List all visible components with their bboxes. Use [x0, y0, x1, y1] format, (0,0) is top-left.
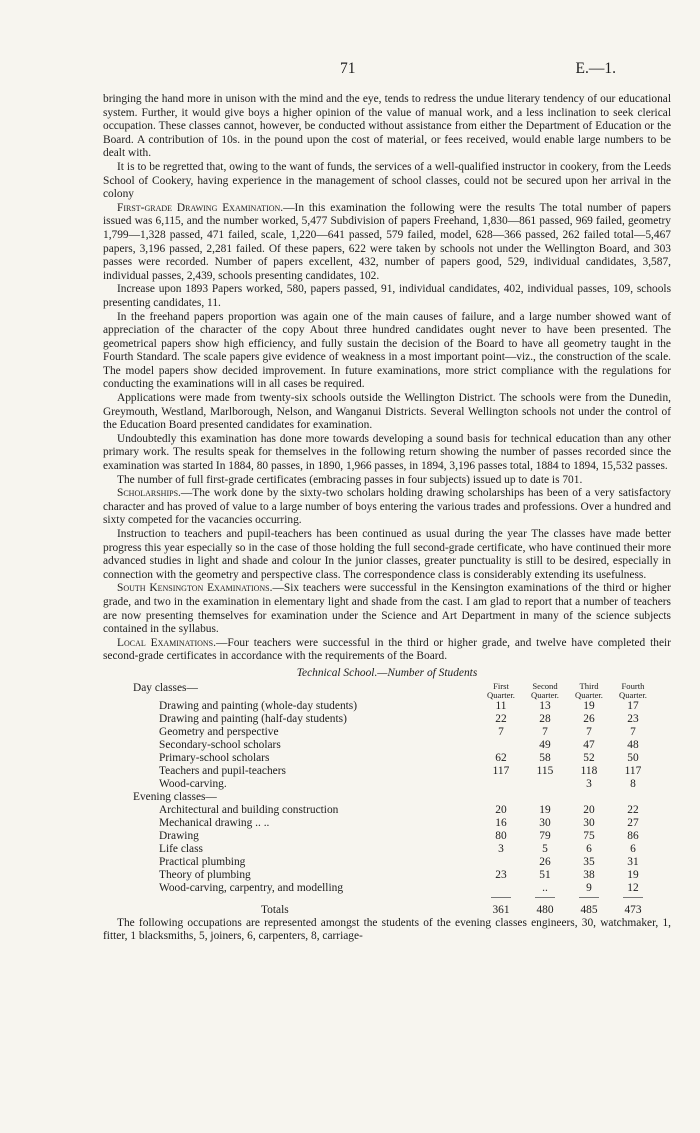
table-cell: 22 — [627, 803, 639, 816]
table-cell: 117 — [624, 764, 642, 777]
column-header: Second Quarter. — [531, 680, 559, 700]
table-row — [133, 778, 655, 791]
table-row — [133, 713, 655, 726]
table-cell: 16 — [495, 816, 507, 829]
table-cell — [523, 778, 567, 791]
table-cell: 5 — [542, 842, 548, 855]
table-cell: 75 — [583, 829, 595, 842]
paragraph-text: —Six teachers were successful in the Kensington examinations of the third or higher grade, and two in the examination in elementary light and shade from the cast. I am glad to report that a number of teachers are now presenting themselves for examination under the Science and Art Department in many of the science subjects contained in the syllabus. — [103, 582, 671, 636]
row-label: Practical plumbing — [159, 855, 246, 868]
table-cell: 117 — [492, 764, 510, 777]
paragraph — [103, 637, 671, 664]
table-row — [133, 752, 655, 765]
row-label: Mechanical drawing .. .. — [159, 816, 270, 829]
table-cell — [479, 882, 523, 895]
section-heading: First-grade Drawing Examination. — [117, 201, 284, 214]
table-cell: 48 — [627, 738, 639, 751]
total-cell: 473 — [624, 903, 642, 916]
table-cell: 50 — [627, 751, 639, 764]
row-label: Drawing — [159, 829, 199, 842]
table-row — [133, 739, 655, 752]
table-cell: 52 — [583, 751, 595, 764]
table-cell: 23 — [627, 712, 639, 725]
table-cell: 49 — [539, 738, 551, 751]
row-label: Wood-carving, carpentry, and modelling — [159, 881, 344, 894]
table-cell: 20 — [583, 803, 595, 816]
table-cell: 6 — [586, 842, 592, 855]
table-cell: 35 — [583, 855, 595, 868]
table-cell: 7 — [586, 725, 592, 738]
table-row — [133, 882, 655, 895]
table-cell — [479, 856, 523, 869]
table-cell: 79 — [539, 829, 551, 842]
table-cell: 47 — [583, 738, 595, 751]
table-cell: 7 — [498, 725, 504, 738]
page-number: 71 — [340, 60, 356, 77]
body-text — [103, 93, 671, 944]
table-cell: 51 — [539, 868, 551, 881]
table-row — [133, 856, 655, 869]
table-cell: 30 — [583, 816, 595, 829]
column-header: Fourth Quarter. — [619, 680, 647, 700]
table-cell: 12 — [627, 881, 639, 894]
row-label: Life class — [159, 842, 203, 855]
report-code: E.—1. — [575, 60, 616, 77]
table-cell: 3 — [586, 777, 592, 790]
paragraph: Instruction to teachers and pupil-teachers has been continued as usual during the year The classes have made better progress this year especially so in the case of those holding the full second-grade certificate, who have continued their more advanced studies in light and shade and colour In the junior classes, greater punctuality is still to be desired, especially in connection with the geometry and perspective class. The correspondence class is considerably extending its usefulness. — [103, 528, 671, 581]
section-heading: Scholarships. — [117, 487, 181, 500]
row-label: Wood-carving. — [159, 777, 227, 790]
table-cell: 26 — [539, 855, 551, 868]
paragraph: Applications were made from twenty-six schools outside the Wellington District. The schools were from the Dunedin, Greymouth, Westland, Marlborough, Nelson, and Wanganui Districts. Several Wellington schools not under the control of the Education Board presented candidates for examination. — [103, 392, 671, 432]
table-row — [133, 817, 655, 830]
paragraph: Undoubtedly this examination has done more towards developing a sound basis for technical education than any other primary work. The results speak for themselves in the following return showing the number of passes recorded since the examination was started In 1884, 80 passes, in 1890, 1,966 passes, in 1894, 3,196 passes total, 1884 to 1894, 15,532 passes. — [103, 432, 671, 473]
paragraph-text: —In this examination the following were the results The total number of papers issued was 6,115, and the number worked, 5,477 Subdivision of papers Freehand, 1,830—861 passed, 969 failed, geometry 1,799—1,328 passed, 471 failed, scale, 1,220—641 passed, 579 failed, model, 628—366 passed, 262 failed total—5,467 papers, 3,196 passed, 2,281 failed. Of these papers, 622 were taken by schools not under the Wellington Board, and 303 passes were recorded. Number of papers excellent, 432, number of papers good, 529, individual candidates, 3,587, individual passes, 2,439, schools presenting candidates, 102. — [103, 201, 671, 282]
table-cell: 7 — [630, 725, 636, 738]
column-header: Third Quarter. — [575, 680, 603, 700]
table-cell: 19 — [627, 868, 639, 881]
table-cell: 80 — [495, 829, 507, 842]
table-cell: 17 — [627, 699, 639, 712]
paragraph-text: —Four teachers were successful in the third or higher grade, and twelve have completed their second-grade certificates in accordance with the requirements of the Board. — [103, 636, 671, 663]
table-cell — [479, 778, 523, 791]
paragraph: Increase upon 1893 Papers worked, 580, papers passed, 91, individual candidates, 402, individual passes, 109, schools presenting candidates, 11. — [103, 283, 671, 309]
table-cell: 28 — [539, 712, 551, 725]
paragraph: bringing the hand more in unison with the mind and the eye, tends to redress the undue literary tendency of our educational system. Further, it would give boys a higher opinion of the value of manual work, and a less inclination to seek clerical occupation. These classes cannot, however, be conducted without assistance from either the Department of Education or the Board. A contribution of 10s. in the pound upon the cost of material, or fees received, would enable large numbers to be dealt with. — [103, 93, 671, 160]
students-table — [133, 682, 655, 917]
table-cell: .. — [542, 881, 548, 894]
evening-rows — [133, 804, 655, 895]
row-label: Primary-school scholars — [159, 751, 270, 764]
table-cell: 58 — [539, 751, 551, 764]
row-label: Drawing and painting (whole-day students) — [159, 699, 358, 712]
table-cell: 31 — [627, 855, 639, 868]
paragraph: The following occupations are represented amongst the students of the evening classes engineers, 30, watchmaker, 1, fitter, 1 blacksmiths, 5, joiners, 6, carpenters, 8, carriage- — [103, 916, 671, 943]
table-cell: 6 — [630, 842, 636, 855]
table-row — [133, 700, 655, 713]
paragraph-text: —The work done by the sixty-two scholars holding drawing scholarships has been of a very satisfactory character and has proved of value to a large number of boys entering the various trades and professions. Over a hundred and sixty competed for the vacancies occurring. — [103, 487, 671, 527]
table-cell: 13 — [539, 699, 551, 712]
table-cell: 3 — [498, 842, 504, 855]
table-cell: 9 — [586, 881, 592, 894]
row-label: Drawing and painting (half-day students) — [159, 712, 347, 725]
paragraph: In the freehand papers proportion was again one of the main causes of failure, and a large number showed want of appreciation of the character of the copy About three hundred candidates ought never to have been presented. The geometrical papers show high efficiency, and fully sustain the decision of the Board to have all geometry taught in the Fourth Standard. The scale papers give evidence of weakness in a most important point—viz., the construction of the scale. The model papers show decided improvement. In future examinations, more strict compliance with the regulations for conducting the examinations will in all cases be required. — [103, 310, 671, 391]
table-cell: 8 — [630, 777, 636, 790]
table-cell: 19 — [539, 803, 551, 816]
table-row — [133, 804, 655, 817]
totals-row — [133, 898, 655, 917]
day-classes-heading: Day classes— — [133, 681, 198, 694]
table-cell: 62 — [495, 751, 507, 764]
table-caption: Technical School.—Number of Students — [296, 666, 478, 679]
table-cell: 26 — [583, 712, 595, 725]
table-row — [133, 869, 655, 882]
day-rows — [133, 700, 655, 791]
column-header: First Quarter. — [487, 680, 515, 700]
table-cell: 11 — [495, 699, 507, 712]
table-cell: 30 — [539, 816, 551, 829]
table-row — [133, 726, 655, 739]
table-cell: 115 — [536, 764, 554, 777]
table-cell: 38 — [583, 868, 595, 881]
paragraph: It is to be regretted that, owing to the want of funds, the services of a well-qualified instructor in cookery, from the Leeds School of Cookery, having experience in the management of school classes, could not be secured upon her arrival in the colony — [103, 160, 671, 201]
table-cell: 7 — [542, 725, 548, 738]
table-row — [133, 830, 655, 843]
paragraph — [103, 487, 671, 528]
table-cell: 22 — [495, 712, 507, 725]
total-cell: 480 — [536, 903, 554, 916]
table-cell: 20 — [495, 803, 507, 816]
total-cell: 361 — [492, 903, 510, 916]
totals-label: Totals — [261, 903, 289, 916]
table-cell: 19 — [583, 699, 595, 712]
row-label: Theory of plumbing — [159, 868, 251, 881]
row-label: Architectural and building construction — [159, 803, 339, 816]
section-heading: South Kensington Examinations. — [117, 582, 273, 595]
table-cell: 23 — [495, 868, 507, 881]
evening-classes-heading: Evening classes— — [133, 790, 217, 803]
table-header-row — [133, 682, 655, 700]
table-row — [133, 843, 655, 856]
table-cell: 27 — [627, 816, 639, 829]
evening-heading-row — [133, 791, 655, 804]
table-cell: 118 — [580, 764, 598, 777]
row-label: Teachers and pupil-teachers — [159, 764, 286, 777]
row-label: Secondary-school scholars — [159, 738, 281, 751]
paragraph — [103, 582, 671, 636]
table-row — [133, 765, 655, 778]
paragraph: The number of full first-grade certificates (embracing passes in four subjects) issued up to date is 701. — [117, 473, 583, 486]
section-heading: Local Examinations. — [117, 636, 216, 649]
table-cell: 86 — [627, 829, 639, 842]
table-cell — [479, 739, 523, 752]
row-label: Geometry and perspective — [159, 725, 279, 738]
total-cell: 485 — [580, 903, 598, 916]
paragraph — [103, 202, 671, 284]
